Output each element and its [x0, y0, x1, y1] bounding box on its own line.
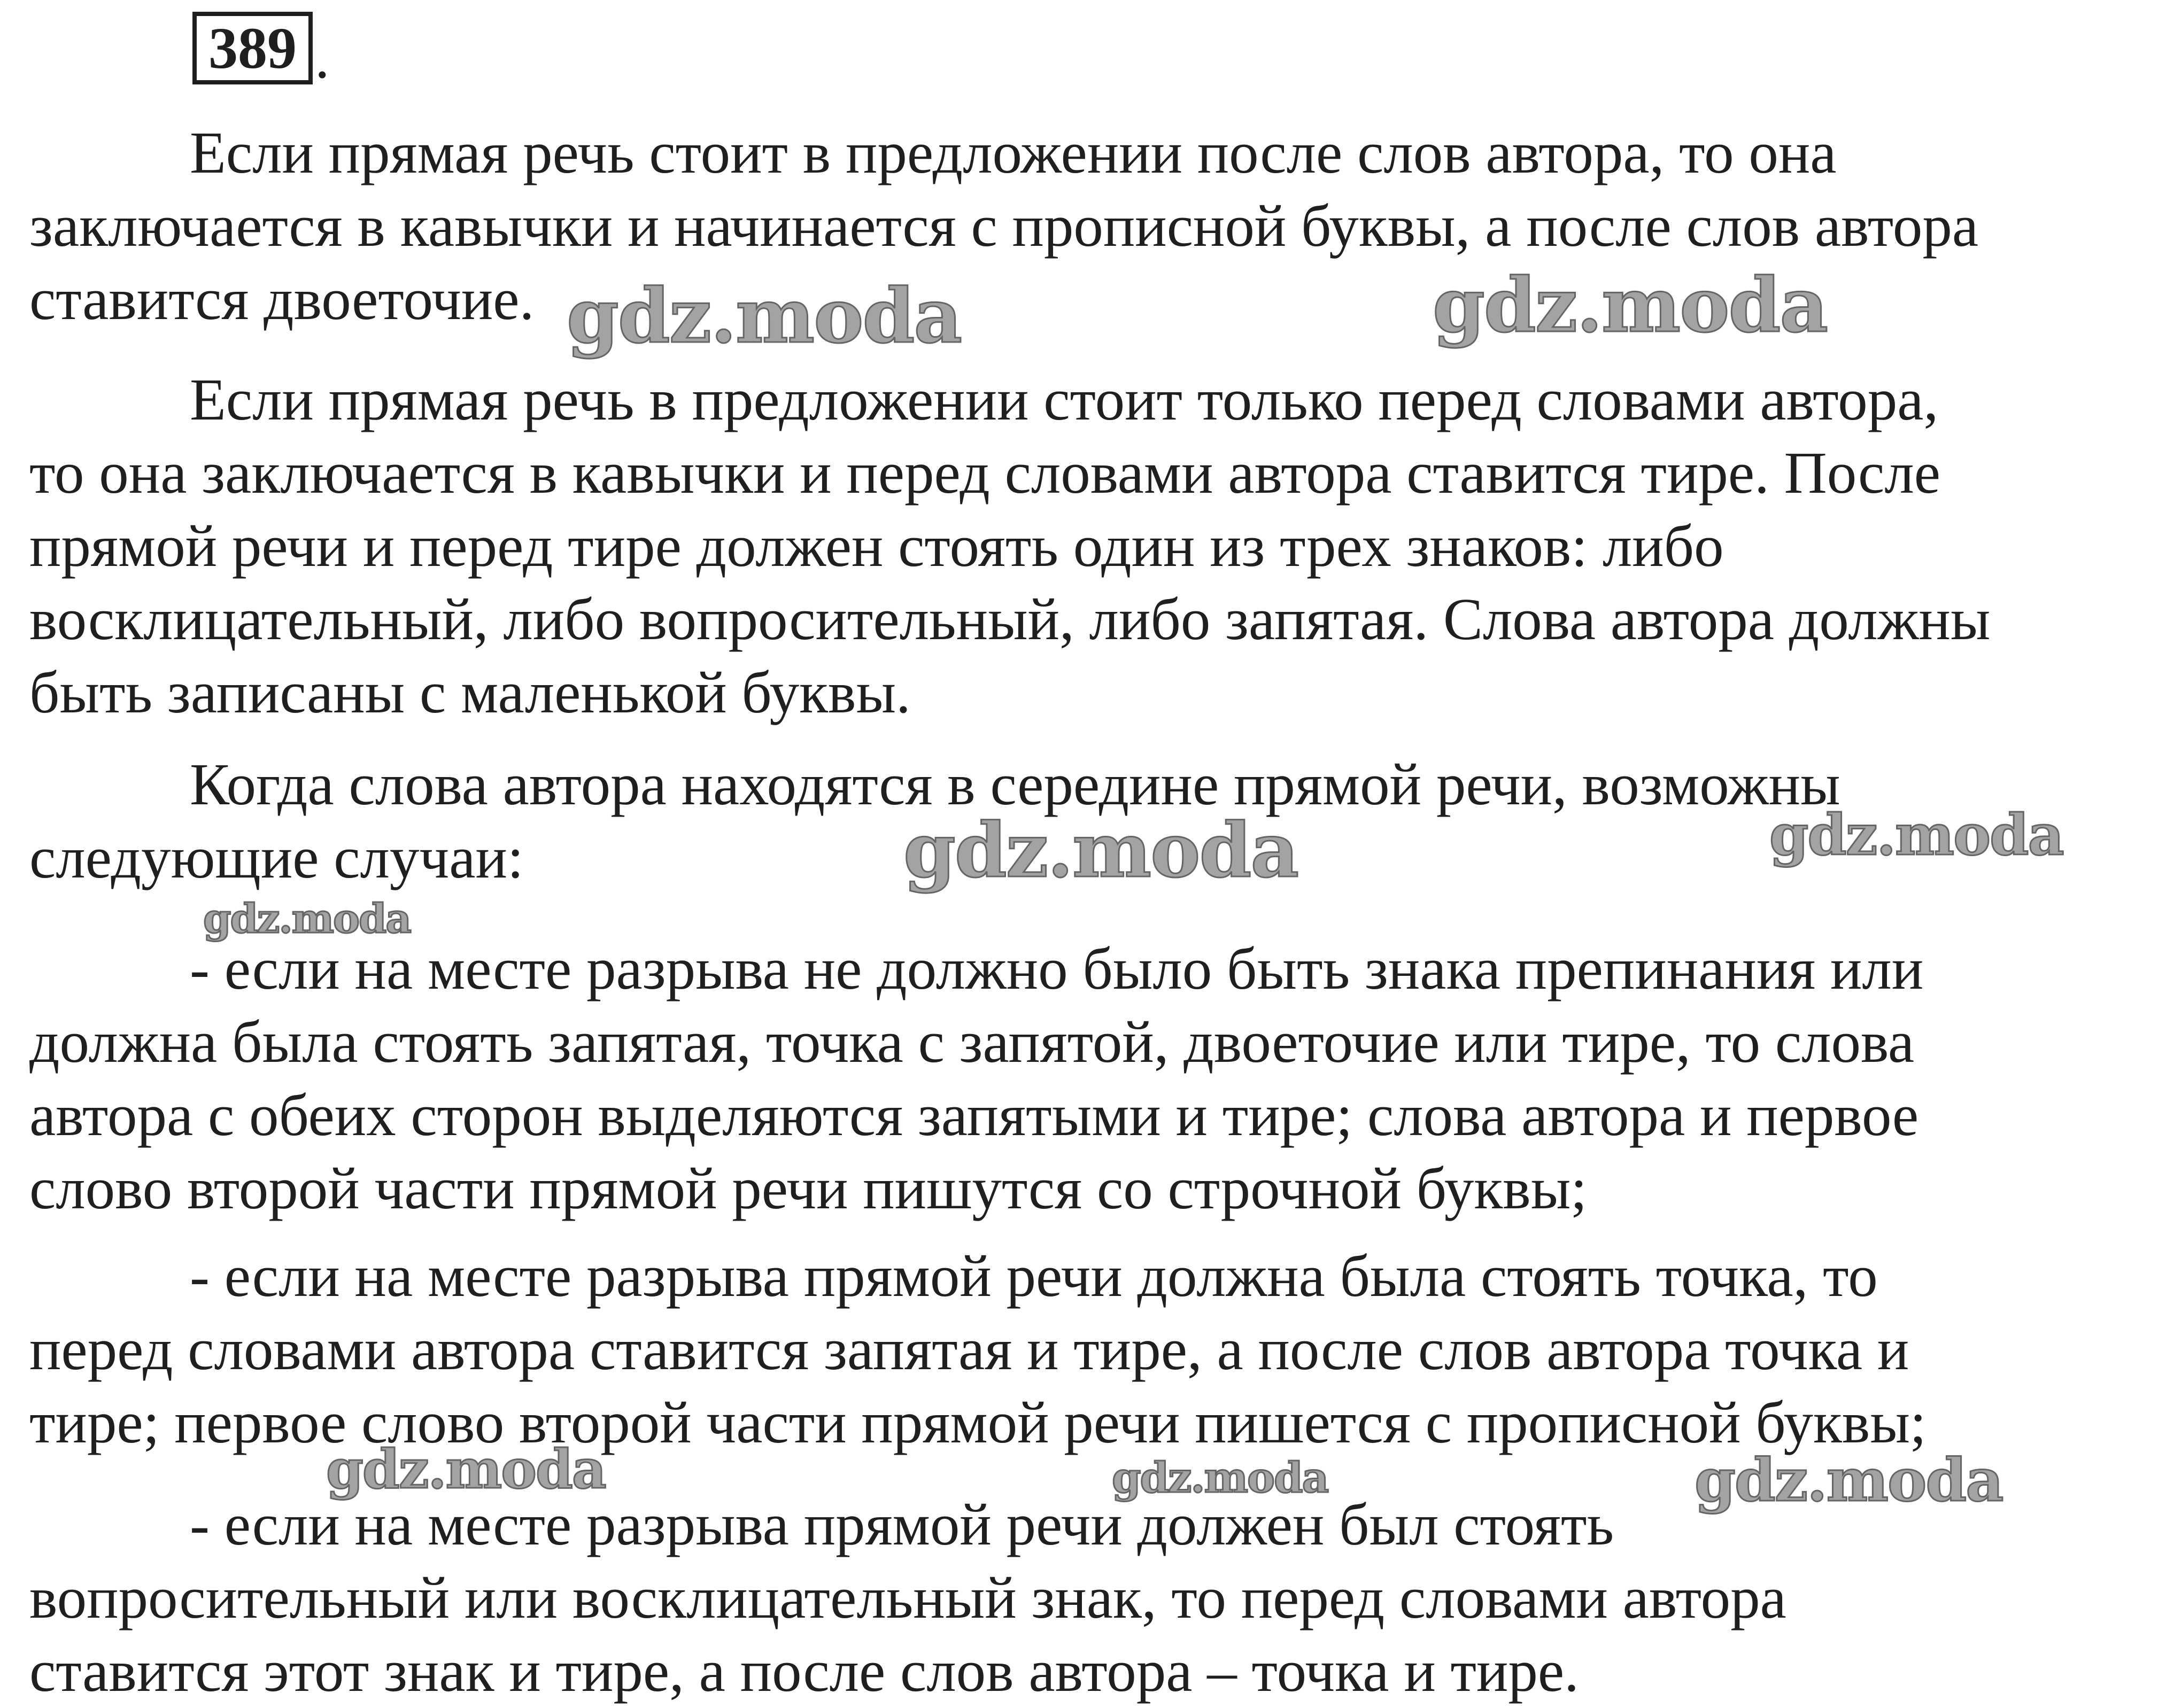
paragraph-6 [29, 1488, 2146, 1708]
text-line: - если на месте разрыва прямой речи должна была стоять точка, то [190, 1244, 1878, 1309]
task-number-suffix: . [315, 25, 330, 90]
watermark: gdz.moda [326, 1438, 606, 1501]
text-line: - если на месте разрыва прямой речи должен был стоять [190, 1492, 1614, 1558]
paragraph-1 [29, 117, 2146, 336]
text-line: Если прямая речь в предложении стоит только перед словами автора, [190, 367, 1939, 433]
text-line: Если прямая речь стоит в предложении после слов автора, то она [190, 120, 1837, 186]
text-line: быть записаны с маленькой буквы. [29, 660, 911, 726]
text-line: Когда слова автора находятся в середине прямой речи, возможны [190, 752, 1840, 818]
watermark: gdz.moda [903, 807, 1298, 895]
paragraph-3 [29, 748, 2146, 895]
paragraph-5 [29, 1240, 2146, 1459]
text-line: ставится двоеточие. [29, 267, 535, 332]
watermark: gdz.moda [1769, 802, 2063, 868]
text-line: прямой речи и перед тире должен стоять один из трех знаков: либо [29, 514, 1724, 579]
watermark: gdz.moda [1112, 1454, 1328, 1502]
text-line: тире; первое слово второй части прямой речи пишется с прописной буквы; [29, 1390, 1927, 1456]
paragraph-2 [29, 363, 2146, 729]
text-line: следующие случаи: [29, 825, 524, 891]
text-line: перед словами автора ставится запятая и тире, а после слов автора точка и [29, 1317, 1909, 1383]
text-line: - если на месте разрыва не должно было быть знака препинания или [190, 936, 1924, 1002]
text-line: автора с обеих сторон выделяются запятыми и тире; слова автора и первое [29, 1083, 1919, 1148]
text-line: должна была стоять запятая, точка с запятой, двоеточие или тире, то слова [29, 1010, 1915, 1075]
watermark: gdz.moda [1695, 1446, 2003, 1515]
text-line: ставится этот знак и тире, а после слов автора – точка и тире. [29, 1639, 1579, 1704]
task-number-block [192, 12, 330, 90]
watermark: gdz.moda [203, 895, 411, 942]
watermark: gdz.moda [567, 273, 962, 360]
text-line: восклицательный, либо вопросительный, либо запятая. Слова автора должны [29, 587, 1991, 653]
text-line: то она заключается в кавычки и перед словами автора ставится тире. После [29, 440, 1940, 506]
text-line: вопросительный или восклицательный знак, то перед словами автора [29, 1565, 1786, 1631]
paragraph-4 [29, 933, 2146, 1225]
task-number: 389 [192, 12, 313, 84]
text-line: слово второй части прямой речи пишутся со строчной буквы; [29, 1156, 1588, 1222]
watermark: gdz.moda [1433, 262, 1828, 350]
text-line: заключается в кавычки и начинается с прописной буквы, а после слов автора [29, 193, 1979, 259]
